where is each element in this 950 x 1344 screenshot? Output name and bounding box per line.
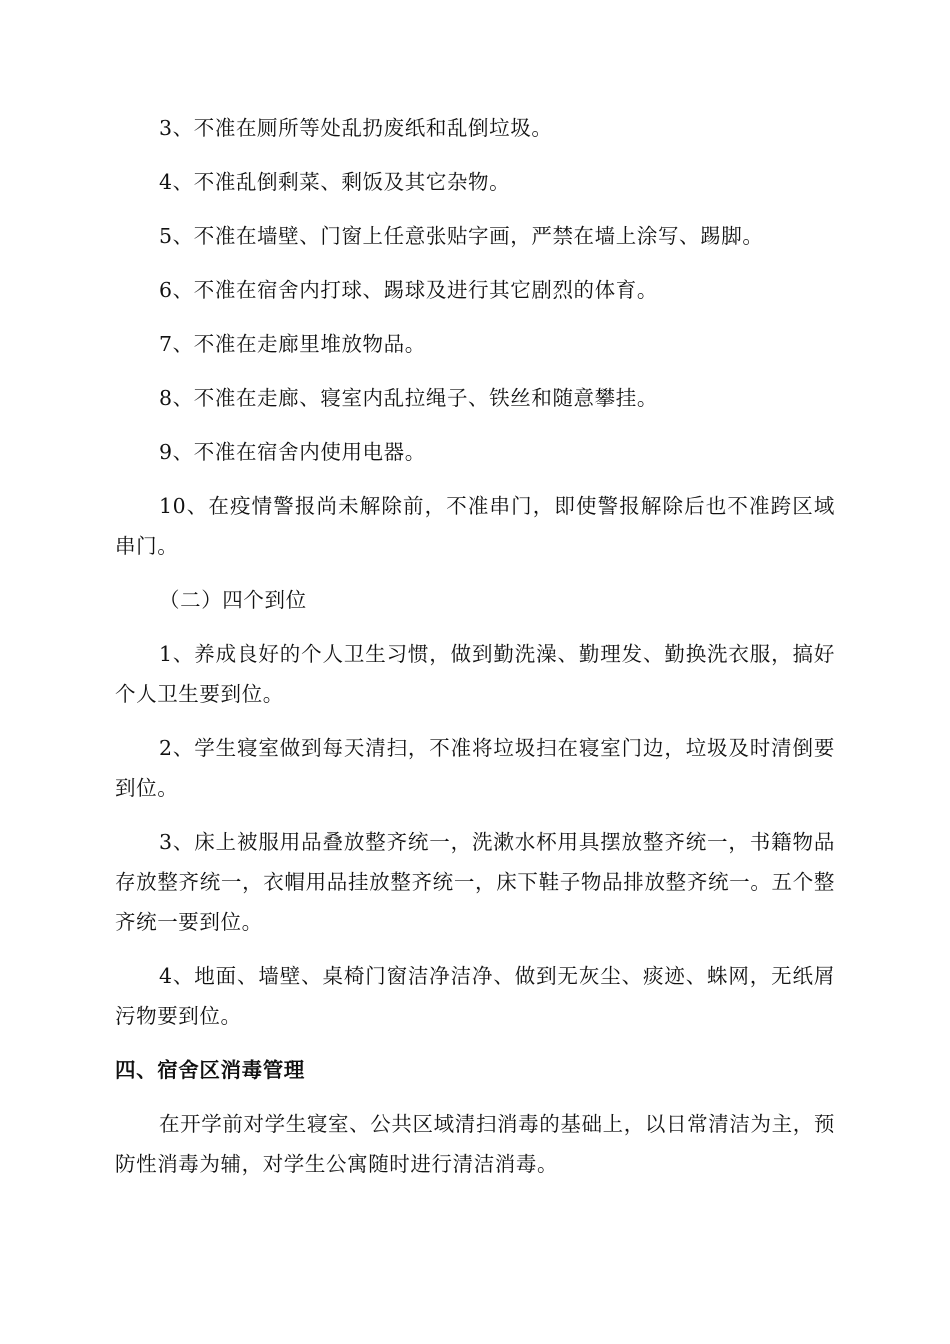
rule-item-6: 6、不准在宿舍内打球、踢球及进行其它剧烈的体育。 [159, 278, 658, 302]
document-body [115, 108, 835, 1184]
rule-item-5: 5、不准在墙壁、门窗上任意张贴字画，严禁在墙上涂写、踢脚。 [159, 224, 764, 248]
section-heading: 四、宿舍区消毒管理 [115, 1058, 305, 1082]
four-item-2: 2、学生寝室做到每天清扫，不准将垃圾扫在寝室门边，垃圾及时清倒要到位。 [115, 736, 835, 800]
four-item-1: 1、养成良好的个人卫生习惯，做到勤洗澡、勤理发、勤换洗衣服，搞好个人卫生要到位。 [115, 642, 835, 706]
rule-item-8: 8、不准在走廊、寝室内乱拉绳子、铁丝和随意攀挂。 [159, 386, 658, 410]
rule-item-10: 10、在疫情警报尚未解除前，不准串门，即使警报解除后也不准跨区域串门。 [115, 494, 835, 558]
four-item-3: 3、床上被服用品叠放整齐统一，洗漱水杯用具摆放整齐统一，书籍物品存放整齐统一，衣帽用品挂放整齐统一，床下鞋子物品排放整齐统一。五个整齐统一要到位。 [115, 830, 835, 934]
rule-item-4: 4、不准乱倒剩菜、剩饭及其它杂物。 [159, 170, 511, 194]
rule-item-9: 9、不准在宿舍内使用电器。 [159, 440, 426, 464]
subsection-title: （二）四个到位 [159, 588, 307, 612]
section-body: 在开学前对学生寝室、公共区域清扫消毒的基础上，以日常清洁为主，预防性消毒为辅，对学生公寓随时进行清洁消毒。 [115, 1112, 835, 1176]
four-item-4: 4、地面、墙壁、桌椅门窗洁净洁净、做到无灰尘、痰迹、蛛网，无纸屑污物要到位。 [115, 964, 835, 1028]
rule-item-3: 3、不准在厕所等处乱扔废纸和乱倒垃圾。 [159, 116, 553, 140]
rule-item-7: 7、不准在走廊里堆放物品。 [159, 332, 426, 356]
